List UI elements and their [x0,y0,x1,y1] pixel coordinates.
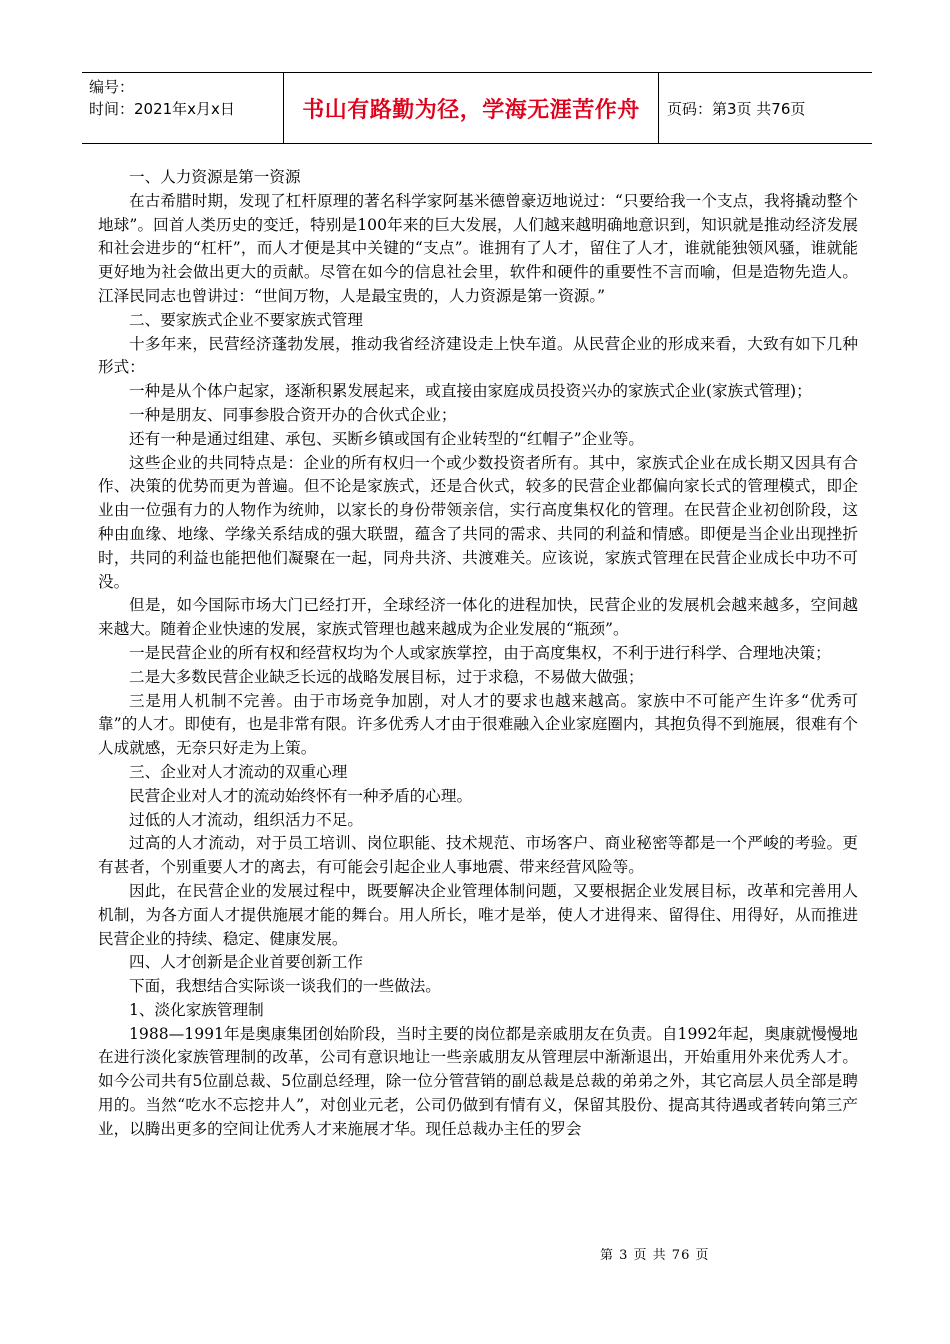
section-heading: 三、企业对人才流动的双重心理 [129,762,348,781]
paragraph: 1988—1991年是奥康集团创始阶段，当时主要的岗位都是亲戚朋友在负责。自1992年起，奥康就慢慢地在进行淡化家族管理制的改革，公司有意识地让一些亲戚朋友从管理层中渐渐退出，开始重用外来优秀人才。如今公司共有5位副总裁、5位副总经理，除一位分管营销的副总裁是总裁的弟弟之外，其它高层人员全部是聘用的。当然“吃水不忘挖井人”，对创业元老，公司仍做到有情有义，保留其股份、提高其待遇或者转向第三产业，以腾出更多的空间让优秀人才来施展才华。现任总裁办主任的罗会 [98,1024,858,1138]
section-heading: 一、人力资源是第一资源 [129,168,301,186]
paragraph: 但是，如今国际市场大门已经打开，全球经济一体化的进程加快，民营企业的发展机会越来越多，空间越来越大。随着企业快速的发展，家族式管理也越来越成为企业发展的“瓶颈”。 [98,596,858,639]
paragraph: 因此，在民营企业的发展过程中，既要解决企业管理体制问题，又要根据企业发展目标，改革和完善用人机制，为各方面人才提供施展才能的舞台。用人所长，唯才是举，使人才进得来、留得住、用得好，从而推进民营企业的持续、稳定、健康发展。 [98,881,858,948]
paragraph: 过高的人才流动，对于员工培训、岗位职能、技术规范、市场客户、商业秘密等都是一个严峻的考验。更有甚者，个别重要人才的离去，有可能会引起企业人事地震、带来经营风险等。 [98,834,858,877]
paragraph: 这些企业的共同特点是：企业的所有权归一个或少数投资者所有。其中，家族式企业在成长期又因具有合作、决策的优势而更为普遍。但不论是家族式，还是合伙式，较多的民营企业都偏向家长式的管理模式，即企业由一位强有力的人物作为统帅，以家长的身份带领亲信，实行高度集权化的管理。在民营企业初创阶段，这种由血缘、地缘、学缘关系结成的强大联盟，蕴含了共同的需求、共同的利益和情感。即便是当企业出现挫折时，共同的利益也能把他们凝聚在一起，同舟共济、共渡难关。应该说，家族式管理在民营企业成长中功不可没。 [98,453,858,591]
paragraph: 一种是从个体户起家，逐渐积累发展起来，或直接由家庭成员投资兴办的家族式企业(家族式管理)； [129,382,812,401]
header-motto-cell [284,73,659,143]
paragraph: 三是用人机制不完善。由于市场竞争加剧，对人才的要求也越来越高。家族中不可能产生许多“优秀可靠”的人才。即使有，也是非常有限。许多优秀人才由于很难融入企业家庭圈内，其抱负得不到施展，很难有个人成就感，无奈只好走为上策。 [98,691,858,758]
paragraph: 十多年来，民营经济蓬勃发展，推动我省经济建设走上快车道。从民营企业的形成来看，大致有如下几种形式： [98,334,858,377]
paragraph: 一种是朋友、同事参股合资开办的合伙式企业； [129,405,457,424]
paragraph: 还有一种是通过组建、承包、买断乡镇或国有企业转型的“红帽子”企业等。 [129,429,644,448]
paragraph: 在古希腊时期，发现了杠杆原理的著名科学家阿基米德曾豪迈地说过：“只要给我一个支点，我将撬动整个地球”。回首人类历史的变迁，特别是100年来的巨大发展，人们越来越明确地意识到，知识就是推动经济发展和社会进步的“杠杆”，而人才便是其中关键的“支点”。谁拥有了人才，留住了人才，谁就能独领风骚，谁就能更好地为社会做出更大的贡献。尽管在如今的信息社会里，软件和硬件的重要性不言而喻，但是造物先造人。江泽民同志也曾讲过：“世间万物，人是最宝贵的，人力资源是第一资源。” [98,191,858,305]
page-footer: 第 3 页 共 76 页 [600,1248,710,1263]
paragraph: 民营企业对人才的流动始终怀有一种矛盾的心理。 [129,786,473,805]
paragraph: 过低的人才流动，组织活力不足。 [129,810,363,829]
motto: 书山有路勤为径，学海无涯苦作舟 [302,97,640,123]
paragraph: 二是大多数民营企业缺乏长远的战略发展目标，过于求稳，不易做大做强； [129,667,644,686]
section-heading: 二、要家族式企业不要家族式管理 [129,310,363,329]
page-header [82,72,872,144]
header-page-info: 页码：第3页 共76页 [667,99,806,118]
document-body [98,166,858,1142]
header-meta [82,73,284,143]
section-heading: 四、人才创新是企业首要创新工作 [129,953,363,972]
subsection-heading: 1、淡化家族管理制 [129,1000,264,1019]
paragraph: 下面，我想结合实际谈一谈我们的一些做法。 [129,977,441,996]
document-number-label: 编号： [89,78,135,96]
document-time: 时间：2021年x月x日 [89,100,235,118]
paragraph: 一是民营企业的所有权和经营权均为个人或家族掌控，由于高度集权，不利于进行科学、合理地决策； [129,643,831,662]
